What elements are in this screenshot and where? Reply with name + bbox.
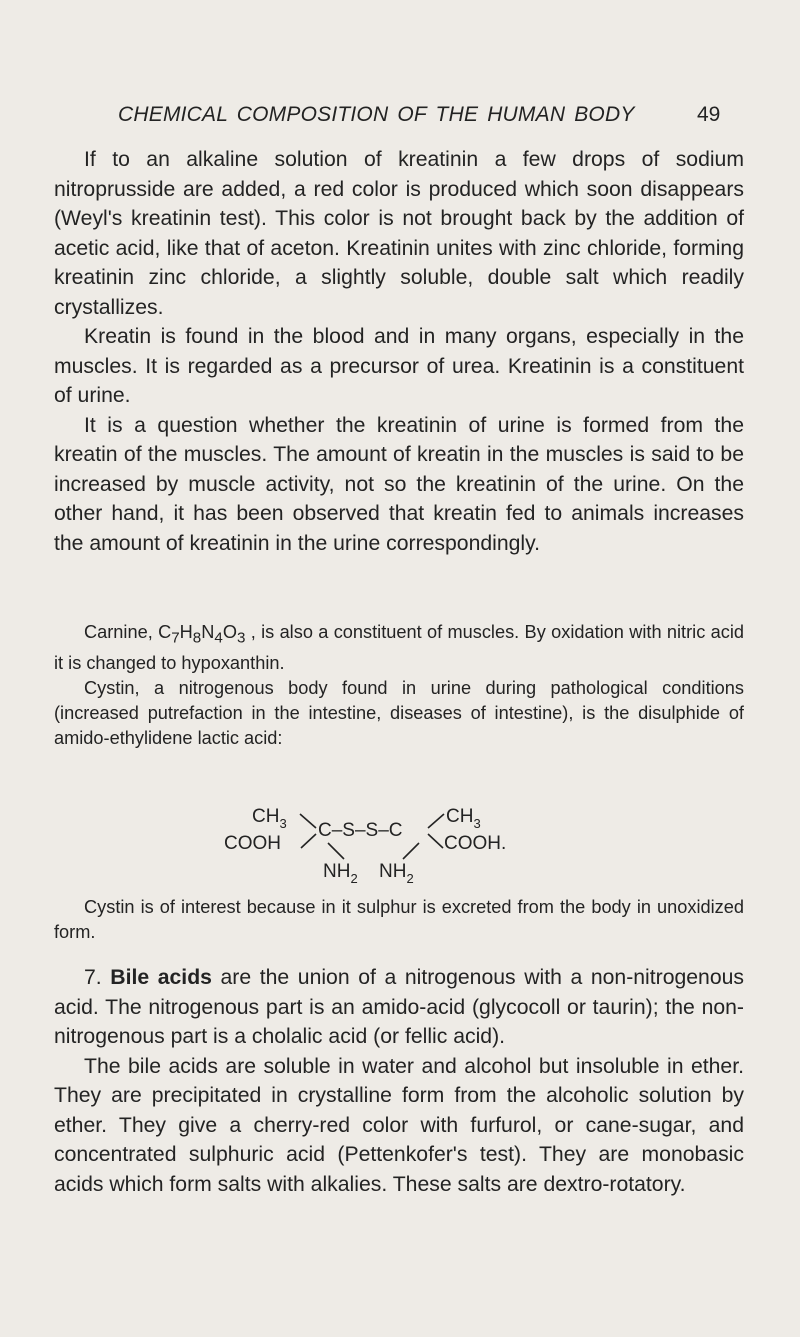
- formula-left-ch3: $CH_3$: [252, 806, 287, 831]
- bond-left-lower: [301, 834, 316, 848]
- text-block-bile-acids: [54, 963, 744, 1199]
- formula-left-cooh: COOH: [224, 833, 281, 854]
- formula-nh2-left: $NH_2$: [323, 861, 358, 886]
- formula-chain: C–S–S–C: [318, 820, 403, 841]
- formula-right-cooh: COOH.: [444, 833, 507, 854]
- small-text-block-cystin-interest: [54, 895, 744, 945]
- bond-right-lower: [428, 834, 443, 848]
- bile-acids-definition-text: are the union of a nitrogenous with a non-nitrogenous acid. The nitrogenous part is an amido-acid (glycocoll or taurin); the non-nitrogenous part is a cholalic acid (or fellic acid).: [54, 966, 744, 1048]
- running-head: CHEMICAL COMPOSITION OF THE HUMAN BODY: [118, 103, 635, 126]
- section-number: 7.: [84, 966, 111, 989]
- paragraph-cystin-interest: Cystin is of interest because in it sulphur is excreted from the body in unoxidized form.: [54, 897, 744, 942]
- paragraph-bile-acids-properties: The bile acids are soluble in water and alcohol but insoluble in ether. They are precipitated in crystalline form from the alcoholic solution by ether. They give a cherry-red color with furfurol, or cane-sugar, and concentrated sulphuric acid (Pettenkofer's test). They are monobasic acids which form salts with alkalies. These salts are dextro-rotatory.: [54, 1054, 744, 1196]
- formula-nh2-right: $NH_2$: [379, 861, 414, 886]
- carnine-formula: $C_7H_8N_4O_3$: [158, 622, 246, 647]
- paragraph-kreatinin-question: It is a question whether the kreatinin of urine is formed from the kreatin of the muscles. The amount of kreatin in the muscles is said to be increased by muscle activity, not so the kreatinin of the urine. On the other hand, it has been observed that kreatin fed to animals increases the amount of kreatinin in the urine correspondingly.: [54, 413, 744, 555]
- page-number: 49: [697, 103, 721, 126]
- section-heading-bile-acids: Bile acids: [110, 966, 212, 989]
- formula-right-ch3: $CH_3$: [446, 806, 481, 831]
- paragraph-weyl-test: If to an alkaline solution of kreatinin a few drops of sodium nitroprusside are added, a red color is produced which soon disappears (Weyl's kreatinin test). This color is not brought back by the addition of acetic acid, like that of aceton. Kreatinin unites with zinc chloride, forming kreatinin zinc chloride, a slightly soluble, double salt which readily crystallizes.: [54, 148, 744, 319]
- paragraph-kreatin-found: Kreatin is found in the blood and in many organs, especially in the muscles. It is regarded as a precursor of urea. Kreatinin is a constituent of urine.: [54, 325, 744, 407]
- paragraph-cystin: Cystin, a nitrogenous body found in urine during pathological conditions (increased putrefaction in the intestine, diseases of intestine), is the disulphide of amido-ethylidene lactic acid:: [54, 677, 744, 748]
- bond-nh2-left: [328, 843, 344, 859]
- bond-right-upper: [428, 814, 444, 828]
- paragraph-bile-acids-definition: [54, 963, 744, 1052]
- carnine-rest: , is also a constituent of muscles. By oxidation with nitric acid it is changed to hypoxanthin.: [54, 622, 744, 673]
- carnine-lead: Carnine,: [84, 622, 159, 642]
- bond-nh2-right: [403, 843, 419, 859]
- bond-left-upper: [300, 814, 316, 828]
